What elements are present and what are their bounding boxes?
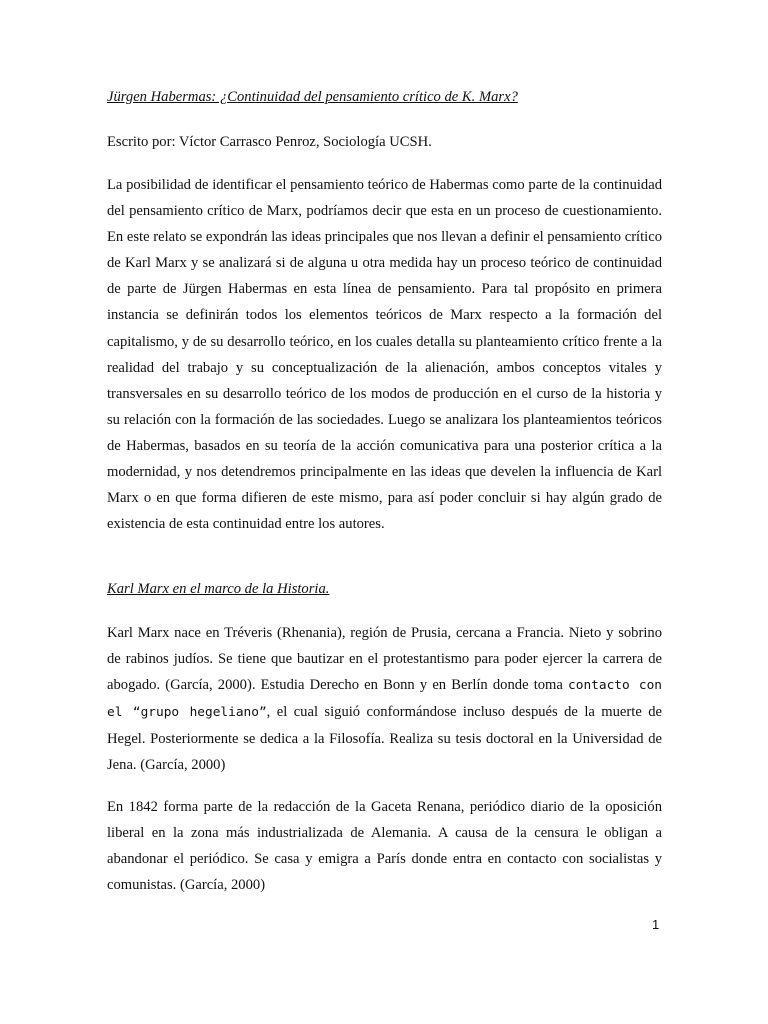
page-number: 1: [652, 917, 660, 932]
paragraph-gaceta-renana: En 1842 forma parte de la redacción de la Gaceta Renana, periódico diario de la oposición liberal en la zona más industrializada de Alemania. A causa de la censura le obligan a abandonar el periódico. Se casa y emigra a París donde entra en contacto con socialistas y comunistas. (García, 2000): [107, 799, 662, 894]
paragraph-marx-biography: [107, 620, 662, 779]
intro-paragraph: La posibilidad de identificar el pensamiento teórico de Habermas como parte de la continuidad del pensamiento crítico de Marx, podríamos decir que esta en un proceso de cuestionamiento. En este relato se expondrán las ideas principales que nos llevan a definir el pensamiento crítico de Karl Marx y se analizará si de alguna u otra medida hay un proceso teórico de continuidad de parte de Jürgen Habermas en esta línea de pensamiento. Para tal propósito en primera instancia se definirán todos los elementos teóricos de Marx respecto a la formación del capitalismo, y de su desarrollo teórico, en los cuales detalla su planteamiento crítico frente a la realidad del trabajo y su conceptualización de la alienación, ambos conceptos vitales y transversales en su desarrollo teórico de los modos de producción en el curso de la historia y su relación con la formación de las sociedades. Luego se analizara los planteamientos teóricos de Habermas, basados en su teoría de la acción comunicativa para una posterior crítica a la modernidad, y nos detendremos principalmente en las ideas que develen la influencia de Karl Marx o en que forma difieren de este mismo, para así poder concluir si hay algún grado de existencia de esta continuidad entre los autores.: [107, 177, 662, 533]
document-page: [107, 0, 662, 1024]
document-title: Jürgen Habermas: ¿Continuidad del pensamiento crítico de K. Marx?: [107, 89, 518, 105]
paragraph-2-mono-phrase: contacto con el “grupo hegeliano”: [107, 678, 663, 721]
paragraph-2-text-after: , el cual siguió conformándose incluso después de la muerte de Hegel. Posteriormente se dedica a la Filosofía. Realiza su tesis doctoral en la Universidad de Jena. (García, 2000): [107, 704, 663, 774]
section-heading: Karl Marx en el marco de la Historia.: [107, 581, 330, 597]
paragraph-2-text-before: Karl Marx nace en Tréveris (Rhenania), región de Prusia, cercana a Francia. Nieto y sobrino de rabinos judíos. Se tiene que bautizar en el protestantismo para poder ejercer la carrera de abogado. (García, 2000). Estudia Derecho en Bonn y en Berlín donde toma: [107, 625, 662, 694]
author-line: Escrito por: Víctor Carrasco Penroz, Sociología UCSH.: [107, 134, 432, 150]
